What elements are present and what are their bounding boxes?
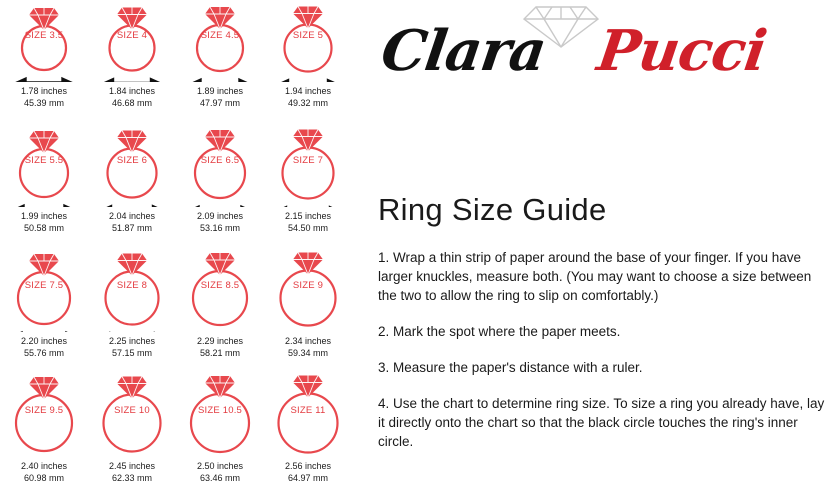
ring-inches: 2.56 inches [284, 461, 332, 471]
ring-art [176, 250, 264, 332]
ring-size-label: SIZE 3.5 [24, 30, 64, 41]
ring-millimeters: 50.58 mm [23, 222, 65, 233]
ring-measurements [264, 336, 352, 359]
measure-arrow [190, 206, 250, 207]
ring-art [0, 0, 88, 82]
ring-inches: 2.45 inches [108, 461, 156, 471]
measure-arrow [192, 79, 248, 82]
ring-illustration [88, 0, 176, 82]
page-title: Ring Size Guide [378, 192, 607, 227]
brand-logo [370, 0, 830, 104]
ring-art [0, 250, 88, 332]
ring-size-label: SIZE 7 [292, 155, 324, 166]
diamond-icon [117, 254, 147, 276]
ring-millimeters: 57.15 mm [111, 347, 153, 358]
diamond-icon [205, 7, 235, 29]
ring-illustration [264, 375, 352, 457]
ring-millimeters: 58.21 mm [199, 347, 241, 358]
instruction-steps [378, 248, 828, 468]
ring-inches: 2.20 inches [20, 336, 68, 346]
ring-art [0, 125, 88, 207]
ring-illustration [176, 375, 264, 457]
instruction-step: 3. Measure the paper's distance with a ruler. [378, 360, 643, 375]
ring-art [88, 250, 176, 332]
diamond-icon [29, 8, 59, 30]
ring-inches: 1.94 inches [284, 86, 332, 96]
ring-millimeters: 63.46 mm [199, 472, 241, 483]
ring-size-cell [176, 125, 264, 250]
ring-illustration [0, 375, 88, 457]
ring-size-cell [0, 250, 88, 375]
ring-size-cell [176, 250, 264, 375]
ring-art [88, 375, 176, 457]
ring-art [176, 125, 264, 207]
diamond-icon [117, 8, 147, 30]
ring-art [264, 375, 352, 457]
ring-illustration [176, 0, 264, 82]
ring-millimeters: 49.32 mm [287, 97, 329, 108]
ring-size-cell [88, 125, 176, 250]
instruction-step: 4. Use the chart to determine ring size. To size a ring you already have, lay it directly onto the chart so that the black circle touches the ring's inner circle. [378, 396, 825, 449]
ring-millimeters: 55.76 mm [23, 347, 65, 358]
ring-size-label: SIZE 5.5 [24, 155, 64, 166]
ring-inches: 2.34 inches [284, 336, 332, 346]
ring-art [176, 375, 264, 457]
ring-inches: 2.15 inches [284, 211, 332, 221]
diamond-icon [117, 131, 147, 153]
ring-illustration [88, 125, 176, 207]
ring-size-cell [0, 125, 88, 250]
ring-millimeters: 60.98 mm [23, 472, 65, 483]
ring-illustration [176, 125, 264, 207]
measure-arrow [15, 205, 73, 207]
ring-size-cell [176, 0, 264, 125]
ring-inches: 1.99 inches [20, 211, 68, 221]
ring-size-label: SIZE 6.5 [200, 155, 240, 166]
ring-size-cell [176, 375, 264, 500]
ring-art [88, 125, 176, 207]
ring-measurements [176, 211, 264, 234]
ring-inches: 1.84 inches [108, 86, 156, 96]
ring-size-cell [0, 0, 88, 125]
ring-measurements [88, 86, 176, 109]
ring-illustration [0, 250, 88, 332]
ring-size-cell [88, 0, 176, 125]
diamond-icon [293, 376, 323, 398]
ring-measurements [264, 461, 352, 484]
measure-arrow [278, 207, 339, 208]
diamond-icon [29, 131, 59, 153]
ring-art [264, 125, 352, 207]
ring-size-cell [88, 250, 176, 375]
ring-size-cell [264, 375, 352, 500]
brand-name-first: Clara [377, 18, 550, 84]
ring-size-label: SIZE 5 [292, 30, 324, 41]
ring-size-label: SIZE 7.5 [24, 280, 64, 291]
diamond-icon [29, 254, 59, 276]
ring-size-cell [264, 250, 352, 375]
measure-arrow [17, 78, 71, 82]
ring-measurements [264, 211, 352, 234]
ring-size-label: SIZE 9 [292, 280, 324, 291]
ring-measurements [88, 461, 176, 484]
ring-millimeters: 59.34 mm [287, 347, 329, 358]
ring-illustration [88, 250, 176, 332]
ring-illustration [88, 375, 176, 457]
ring-size-cell [264, 125, 352, 250]
ring-measurements [88, 211, 176, 234]
ring-millimeters: 51.87 mm [111, 222, 153, 233]
ring-inches: 2.25 inches [108, 336, 156, 346]
diamond-icon [293, 130, 323, 152]
diamond-icon [293, 7, 323, 29]
ring-size-label: SIZE 8 [116, 280, 148, 291]
ring-size-label: SIZE 9.5 [24, 405, 64, 416]
measure-arrow [280, 80, 337, 83]
ring-art [88, 0, 176, 82]
ring-art [264, 250, 352, 332]
ring-measurements [176, 336, 264, 359]
ring-inches: 2.04 inches [108, 211, 156, 221]
ring-inches: 2.29 inches [196, 336, 244, 346]
brand-name-second: Pucci [593, 18, 770, 84]
diamond-icon [205, 376, 235, 398]
measure-arrow [105, 79, 160, 83]
ring-measurements [88, 336, 176, 359]
ring-millimeters: 54.50 mm [287, 222, 329, 233]
ring-inches: 1.89 inches [196, 86, 244, 96]
ring-inches: 2.09 inches [196, 211, 244, 221]
diamond-icon [293, 253, 323, 275]
ring-size-chart [0, 0, 352, 501]
ring-illustration [0, 125, 88, 207]
ring-illustration [176, 250, 264, 332]
ring-millimeters: 62.33 mm [111, 472, 153, 483]
diamond-icon [29, 377, 59, 399]
ring-illustration [264, 250, 352, 332]
ring-size-label: SIZE 10 [114, 405, 150, 416]
measure-arrow [103, 206, 162, 208]
ring-inches: 2.50 inches [196, 461, 244, 471]
ring-art [176, 0, 264, 82]
guide-panel [360, 0, 839, 501]
ring-millimeters: 45.39 mm [23, 97, 65, 108]
ring-millimeters: 46.68 mm [111, 97, 153, 108]
ring-millimeters: 47.97 mm [199, 97, 241, 108]
ring-millimeters: 64.97 mm [287, 472, 329, 483]
ring-size-label: SIZE 11 [290, 405, 326, 416]
ring-millimeters: 53.16 mm [199, 222, 241, 233]
diamond-icon [117, 377, 147, 399]
ring-illustration [0, 0, 88, 82]
instruction-step: 2. Mark the spot where the paper meets. [378, 324, 621, 339]
ring-size-label: SIZE 8.5 [200, 280, 240, 291]
ring-inches: 1.78 inches [20, 86, 68, 96]
ring-inches: 2.40 inches [20, 461, 68, 471]
ring-size-label: SIZE 4 [116, 30, 148, 41]
diamond-icon [205, 130, 235, 152]
ring-measurements [0, 336, 88, 359]
ring-art [0, 375, 88, 457]
ring-size-label: SIZE 4.5 [200, 30, 240, 41]
ring-size-cell [88, 375, 176, 500]
instruction-step: 1. Wrap a thin strip of paper around the base of your finger. If you have larger knuckles, measure both. (You may want to choose a size between the two to allow the ring to slip on comfortably.) [378, 250, 812, 303]
ring-illustration [264, 125, 352, 207]
ring-size-cell [0, 375, 88, 500]
ring-art [264, 0, 352, 82]
ring-illustration [264, 0, 352, 82]
ring-size-cell [264, 0, 352, 125]
ring-measurements [176, 86, 264, 109]
ring-measurements [176, 461, 264, 484]
diamond-icon [205, 253, 235, 275]
ring-measurements [0, 211, 88, 234]
ring-size-label: SIZE 10.5 [197, 405, 243, 416]
ring-measurements [264, 86, 352, 109]
ring-size-label: SIZE 6 [116, 155, 148, 166]
ring-measurements [0, 86, 88, 109]
ring-measurements [0, 461, 88, 484]
